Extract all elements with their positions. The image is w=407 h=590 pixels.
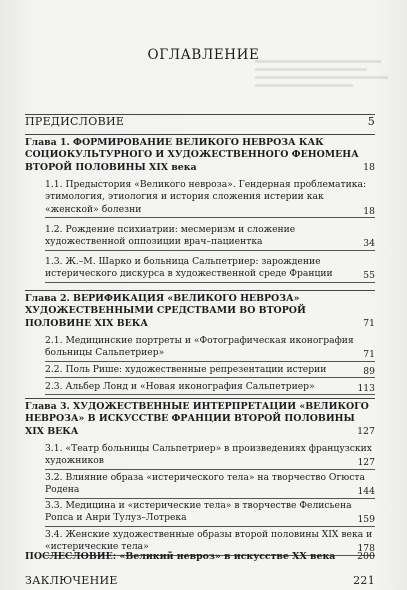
toc-entry-1-1[interactable]: 1.1. Предыстория «Великого невроза». Гендерная проблематика: этимология, этиология и история сложения истерии как «женской» болезни 18 — [45, 179, 375, 217]
page-number: 221 — [353, 574, 375, 587]
page-number: 18 — [363, 205, 375, 217]
page-number: 89 — [363, 366, 375, 377]
page-title: ОГЛАВЛЕНИЕ — [147, 47, 260, 63]
page-number: 127 — [357, 457, 375, 469]
page-number: 178 — [357, 543, 375, 555]
bleed-through — [255, 55, 395, 115]
toc-entry-preface[interactable]: ПРЕДИСЛОВИЕ 5 — [25, 115, 375, 128]
divider — [25, 134, 375, 135]
toc-entry-2-1[interactable]: 2.1. Медицинские портреты и «Фотографическая иконография больницы Сальпетриер» 71 — [45, 335, 375, 361]
page-number: 144 — [357, 486, 375, 498]
toc-entry-afterword[interactable]: ПОСЛЕСЛОВИЕ: «Великий невроз» в искусстве XX века 200 — [25, 551, 375, 562]
page-number: 55 — [363, 270, 375, 282]
toc-entry-1-2[interactable]: 1.2. Рождение психиатрии: месмеризм и сложение художественной оппозиции врач–пациентка 34 — [45, 224, 375, 250]
page-number: 18 — [363, 161, 375, 173]
toc-entry-1-3[interactable]: 1.3. Ж.–М. Шарко и больница Сальпетриер: зарождение истерического дискурса в художественной среде Франции 55 — [45, 256, 375, 282]
toc-entry-3-4[interactable]: 3.4. Женские художественные образы второй половины XIX века и «истерические тела» 178 — [45, 529, 375, 555]
toc-entry-chapter-1[interactable]: Глава 1. ФОРМИРОВАНИЕ ВЕЛИКОГО НЕВРОЗА КАК СОЦИОКУЛЬТУРНОГО И ХУДОЖЕСТВЕННОГО ФЕНОМЕНА ВТОРОЙ ПОЛОВИНЫ XIX века 18 — [25, 137, 375, 173]
toc-entry-2-3[interactable]: 2.3. Альбер Лонд и «Новая иконография Сальпетриер» 113 — [45, 381, 375, 394]
toc-entry-chapter-2[interactable]: Глава 2. ВЕРИФИКАЦИЯ «ВЕЛИКОГО НЕВРОЗА» ХУДОЖЕСТВЕННЫМИ СРЕДСТВАМИ ВО ВТОРОЙ ПОЛОВИНЕ XIX ВЕКА 71 — [25, 293, 375, 329]
page-number: 71 — [363, 349, 375, 361]
page-number: 5 — [367, 115, 375, 128]
toc-entry-chapter-3[interactable]: Глава 3. ХУДОЖЕСТВЕННЫЕ ИНТЕРПРЕТАЦИИ «ВЕЛИКОГО НЕВРОЗА» В ИСКУССТВЕ ФРАНЦИИ ВТОРОЙ ПОЛОВИНЫ XIX ВЕКА 127 — [25, 401, 375, 437]
page-number: 113 — [357, 383, 375, 394]
page-number: 34 — [363, 238, 375, 250]
toc-entry-3-3[interactable]: 3.3. Медицина и «истерические тела» в творчестве Фелисьена Ропса и Анри Тулуз–Лотрека 159 — [45, 500, 375, 526]
page-number: 159 — [357, 514, 375, 526]
toc-entry-conclusion[interactable]: ЗАКЛЮЧЕНИЕ 221 — [25, 574, 375, 587]
divider — [25, 398, 375, 399]
page-number: 127 — [357, 425, 375, 437]
divider — [25, 290, 375, 291]
toc-entry-3-2[interactable]: 3.2. Влияние образа «истерического тела» на творчество Огюста Родена 144 — [45, 472, 375, 498]
page-number: 200 — [357, 551, 375, 562]
page-number: 71 — [363, 317, 375, 329]
toc-entry-2-2[interactable]: 2.2. Поль Рише: художественные репрезентации истерии 89 — [45, 364, 375, 377]
toc-entry-3-1[interactable]: 3.1. «Театр больницы Сальпетриер» в произведениях французских художников 127 — [45, 443, 375, 469]
